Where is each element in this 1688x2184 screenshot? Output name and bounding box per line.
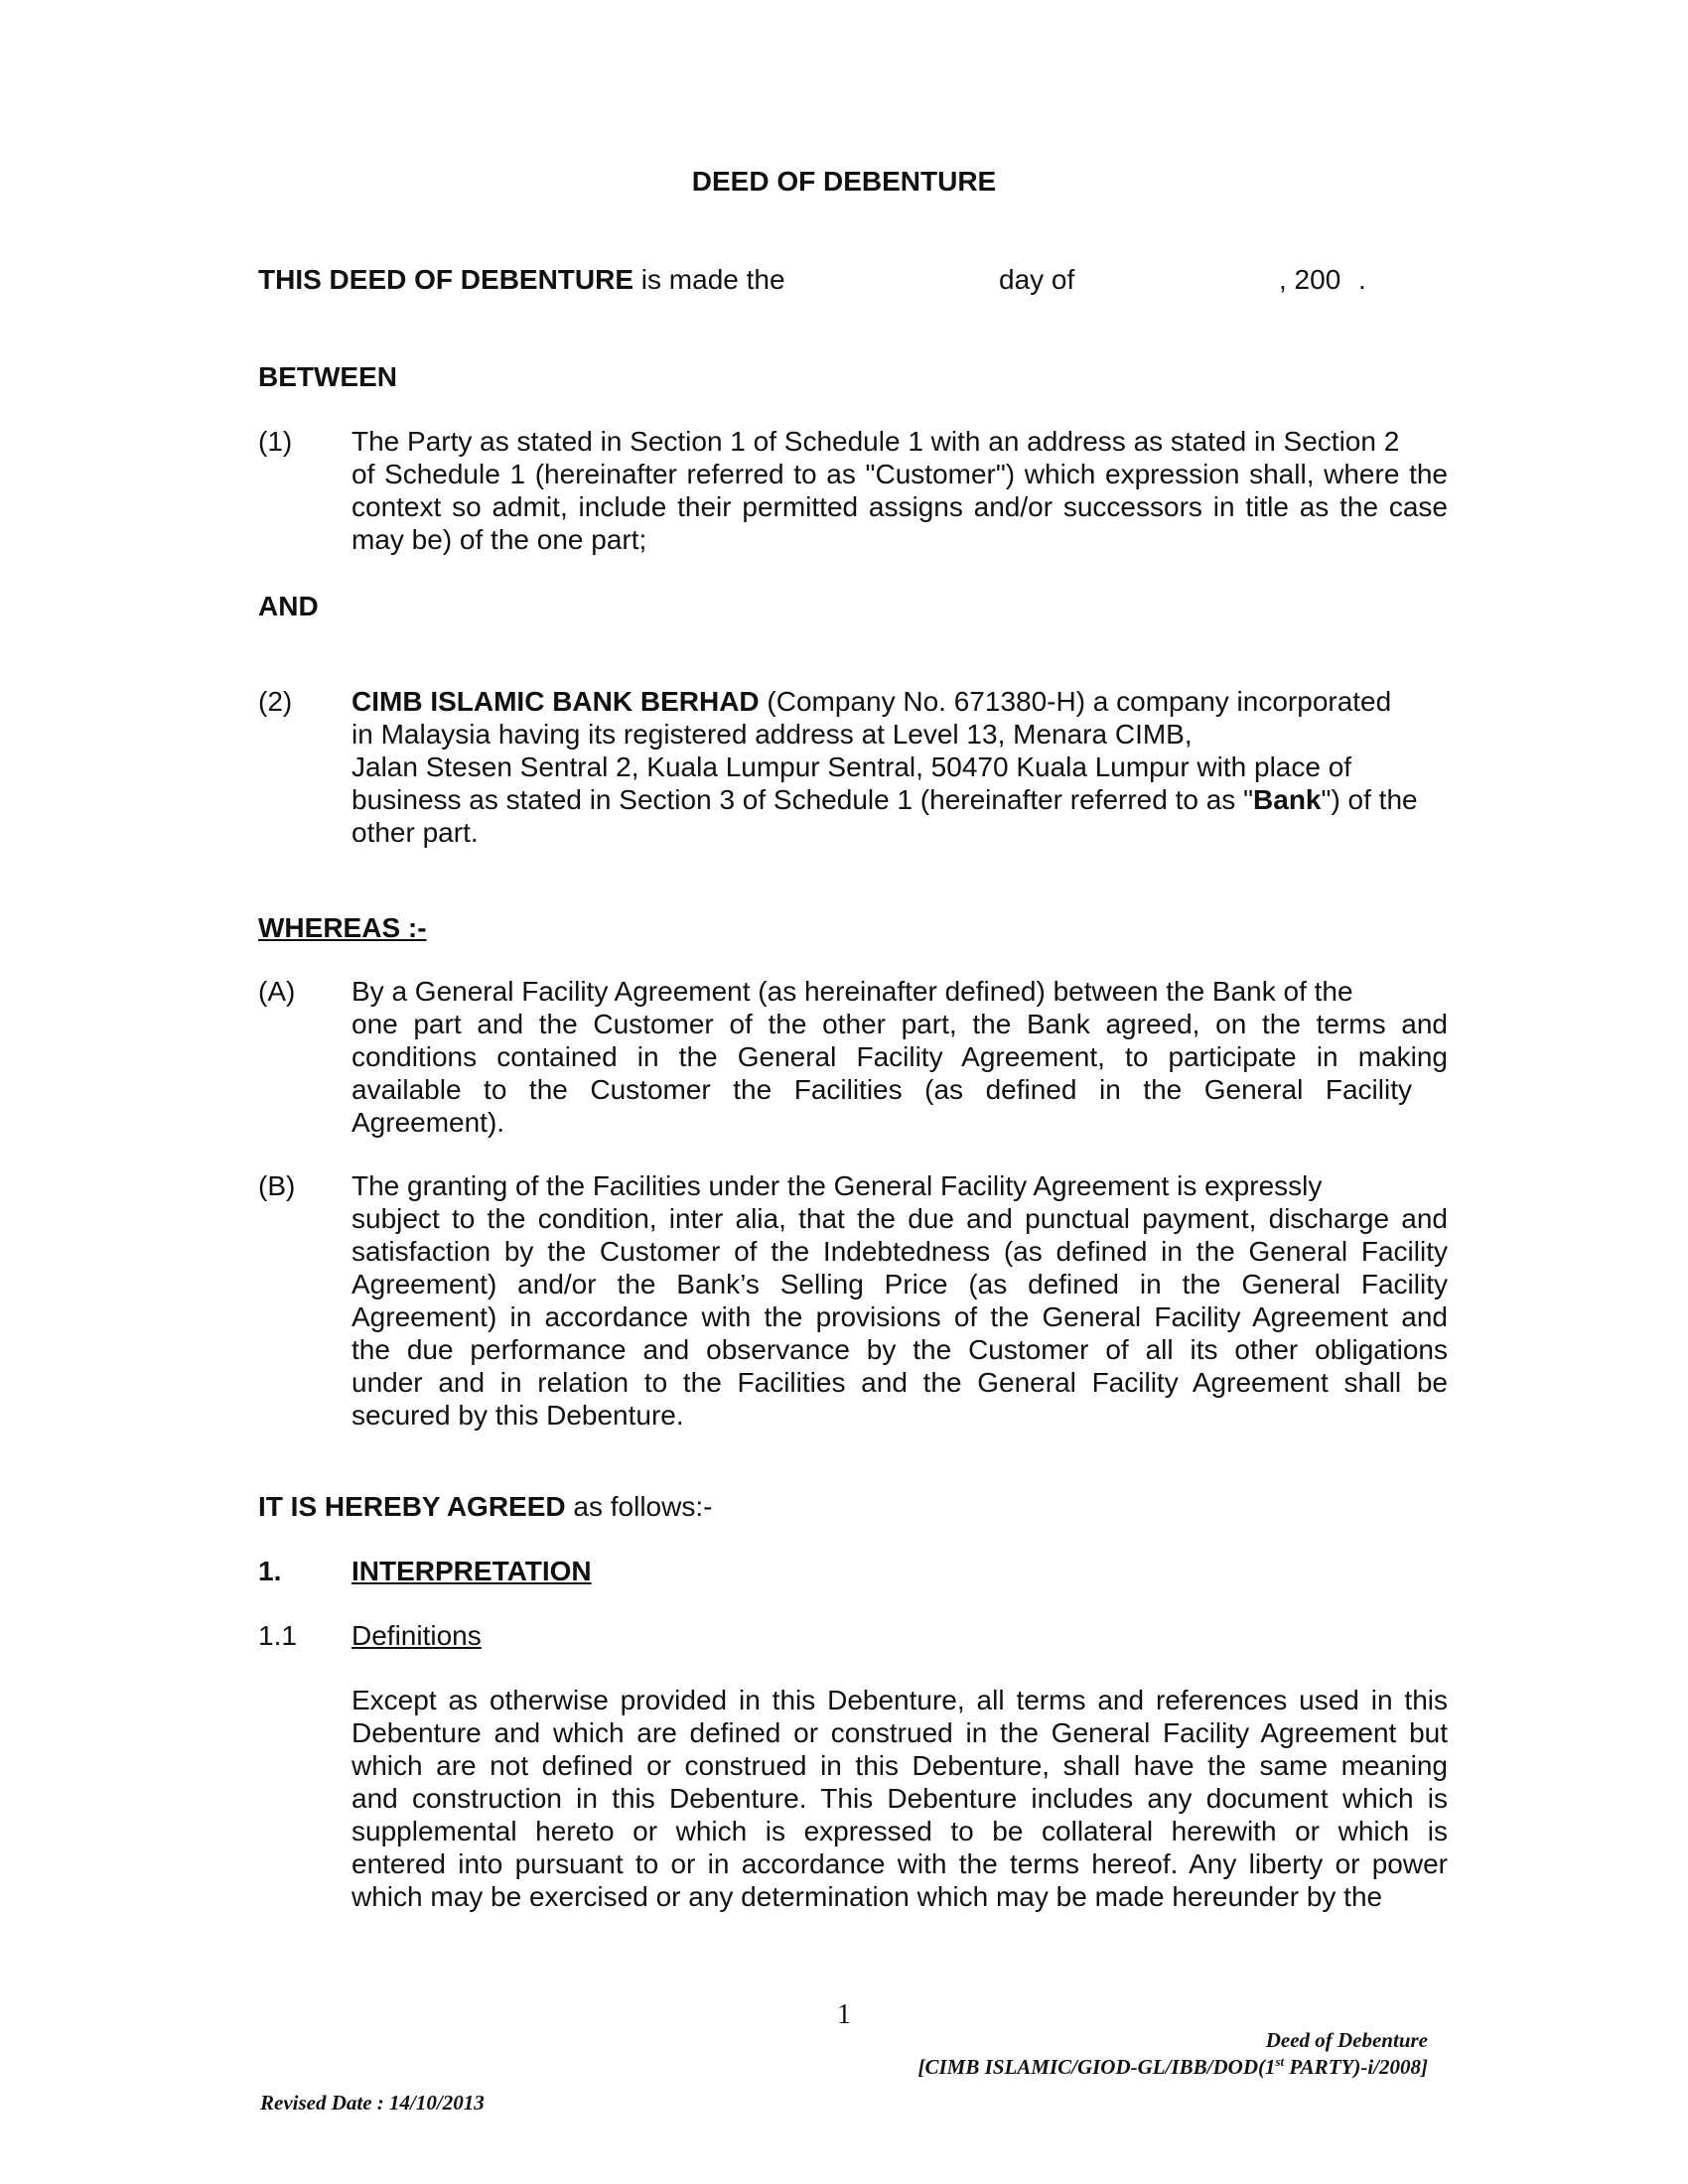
page-number: 1 <box>837 1999 851 2030</box>
definitions-line: and construction in this Debenture. This Debenture includes any document which is <box>352 1783 1448 1814</box>
party1-number: (1) <box>258 426 293 457</box>
recital-a-line: available to the Customer the Facilities (as defined in the General Facility <box>352 1074 1412 1105</box>
party2-bank-term: Bank <box>1253 784 1322 815</box>
recital-b-line: under and in relation to the Facilities and the General Facility Agreement shall be <box>352 1367 1448 1398</box>
section1-number: 1. <box>258 1556 282 1586</box>
section1-1-title: Definitions <box>352 1620 482 1651</box>
definitions-line: which are not defined or construed in this Debenture, shall have the same meaning <box>352 1750 1448 1781</box>
section1-1-number: 1.1 <box>258 1620 297 1651</box>
recital-b-line: the due performance and observance by the Customer of all its other obligations <box>352 1334 1448 1365</box>
party2-line4-end: ") of the <box>1321 784 1418 815</box>
opening-bold: THIS DEED OF DEBENTURE <box>258 264 634 295</box>
recital-a-line: conditions contained in the General Facility Agreement, to participate in making <box>352 1041 1448 1072</box>
party1-line: context so admit, include their permitted assigns and/or successors in title as the case <box>352 491 1448 522</box>
agreed-line <box>258 1490 712 1523</box>
opening-year: , 200 <box>1279 264 1341 295</box>
party2-line5: other part. <box>352 817 479 848</box>
recital-b-line: The granting of the Facilities under the General Facility Agreement is expressly <box>352 1170 1323 1201</box>
opening-text: is made the <box>633 264 785 295</box>
recital-b-paragraph <box>352 1169 1448 1432</box>
section1-title: INTERPRETATION <box>352 1556 592 1586</box>
definitions-line: supplemental hereto or which is expressed to be collateral herewith or which is <box>352 1816 1448 1846</box>
party2-paragraph <box>352 685 1448 849</box>
recital-a-number: (A) <box>258 976 296 1007</box>
agreed-text: as follows:- <box>565 1491 713 1522</box>
party2-number: (2) <box>258 686 293 717</box>
revised-date: Revised Date : 14/10/2013 <box>260 2091 485 2115</box>
opening-line <box>258 263 785 296</box>
and-heading: AND <box>258 591 319 621</box>
recital-b-line: subject to the condition, inter alia, that the due and punctual payment, discharge and <box>352 1203 1448 1234</box>
between-heading: BETWEEN <box>258 361 397 392</box>
footer-reference <box>918 2027 1429 2081</box>
whereas-heading: WHEREAS :- <box>258 912 427 943</box>
recital-a-line: By a General Facility Agreement (as hereinafter defined) between the Bank of the <box>352 976 1353 1007</box>
footer-ref-sup: st <box>1275 2054 1285 2069</box>
party2-line3: Jalan Stesen Sentral 2, Kuala Lumpur Sentral, 50470 Kuala Lumpur with place of <box>352 751 1352 782</box>
definitions-line: entered into pursuant to or in accordance with the terms hereof. Any liberty or power <box>352 1848 1448 1879</box>
recital-b-line: Agreement) in accordance with the provisions of the General Facility Agreement and <box>352 1301 1448 1332</box>
recital-a-line: Agreement). <box>352 1107 505 1138</box>
agreed-bold: IT IS HEREBY AGREED <box>258 1491 566 1522</box>
party1-line: The Party as stated in Section 1 of Schedule 1 with an address as stated in Section 2 <box>352 426 1400 457</box>
bank-name: CIMB ISLAMIC BANK BERHAD <box>352 686 760 717</box>
opening-day-of: day of <box>999 264 1075 295</box>
recital-b-number: (B) <box>258 1170 296 1201</box>
recital-a-line: one part and the Customer of the other part, the Bank agreed, on the terms and <box>352 1009 1448 1039</box>
definitions-line: Except as otherwise provided in this Debenture, all terms and references used in this <box>352 1685 1448 1715</box>
party2-line1: (Company No. 671380-H) a company incorporated <box>759 686 1392 717</box>
recital-b-line: satisfaction by the Customer of the Indebtedness (as defined in the General Facility <box>352 1236 1448 1267</box>
recital-a-paragraph <box>352 975 1448 1139</box>
definitions-line: which may be exercised or any determination which may be made hereunder by the <box>352 1881 1383 1912</box>
footer-ref-end: PARTY)-i/2008] <box>1284 2055 1428 2079</box>
opening-dot: . <box>1358 264 1366 295</box>
party1-line: may be) of the one part; <box>352 524 647 555</box>
recital-b-line: Agreement) and/or the Bank’s Selling Price (as defined in the General Facility <box>352 1269 1448 1299</box>
definitions-line: Debenture and which are defined or construed in the General Facility Agreement but <box>352 1717 1448 1748</box>
party2-line2: in Malaysia having its registered address at Level 13, Menara CIMB, <box>352 719 1193 750</box>
footer-ref-start: [CIMB ISLAMIC/GIOD-GL/IBB/DOD(1 <box>917 2055 1276 2079</box>
footer-doc-title: Deed of Debenture <box>1265 2028 1428 2052</box>
party2-line4-start: business as stated in Section 3 of Schedule 1 (hereinafter referred to as " <box>352 784 1254 815</box>
definitions-paragraph <box>352 1684 1448 1913</box>
document-title: DEED OF DEBENTURE <box>691 166 997 197</box>
party1-paragraph <box>352 425 1448 556</box>
party1-line: of Schedule 1 (hereinafter referred to as "Customer") which expression shall, where the <box>352 459 1448 489</box>
recital-b-line: secured by this Debenture. <box>352 1400 684 1431</box>
